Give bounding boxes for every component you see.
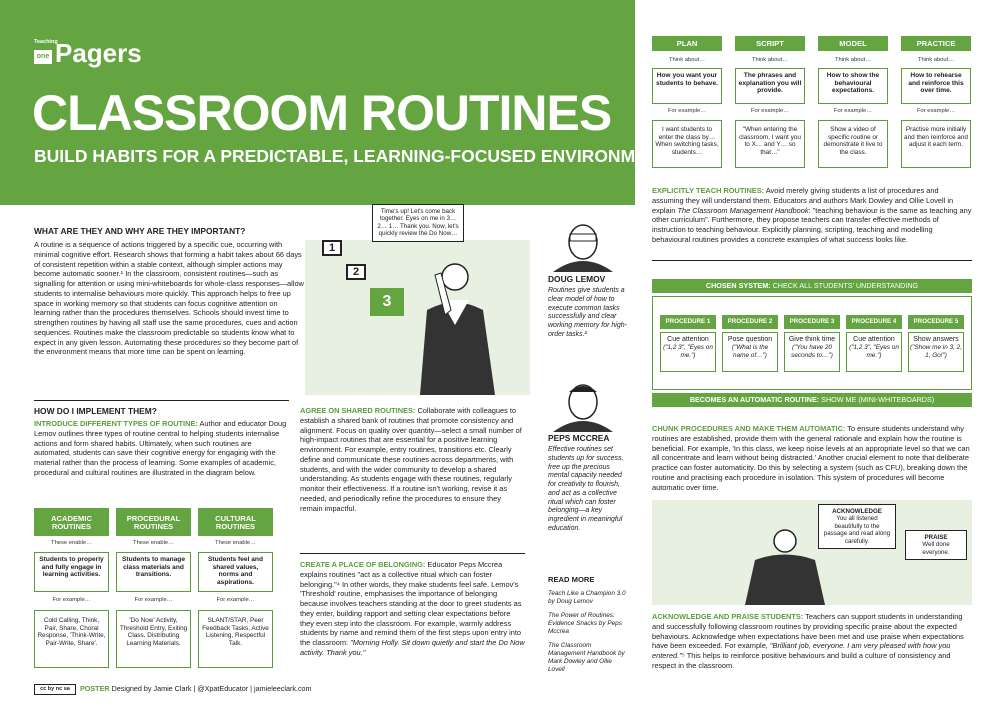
plan-text: I want students to enter the class by… When switching tasks, students…	[652, 120, 722, 168]
cc-license-badge: cc by nc sa	[34, 684, 76, 695]
procedural-goal: Students to manage class materials and transitions.	[116, 552, 191, 592]
procedure-4-title: PROCEDURE 4	[846, 315, 902, 329]
model-text: Show a video of specific routine or demonstrate it live to the class.	[818, 120, 888, 168]
step-1: 1	[322, 240, 342, 256]
procedure-3-title: PROCEDURE 3	[784, 315, 840, 329]
procedure-5-box	[908, 332, 964, 372]
procedures-panel	[652, 296, 972, 390]
procedure-1-title: PROCEDURE 1	[660, 315, 716, 329]
ack-body-1: Teachers can support students in understanding and successfully following classroom routines by providing specific praise about the expected behaviours. Acknowledge when expectations have been met and use praise when expectations have been exceeded. For example,	[652, 612, 964, 651]
procedure-5-main: Show answers	[913, 336, 959, 343]
lemov-name: DOUG LEMOV	[548, 274, 606, 284]
procedure-1-main: Cue attention	[667, 336, 709, 343]
practice-text: Practise more initially and then reinforce and adjust it each term.	[901, 120, 971, 168]
practice-title: PRACTICE	[901, 36, 971, 51]
logo-teaching: Teaching	[34, 39, 58, 45]
academic-enable: These enable…	[51, 540, 92, 546]
script-title: SCRIPT	[735, 36, 805, 51]
academic-example: For example…	[52, 597, 91, 603]
model-think: Think about…	[834, 57, 872, 63]
how-heading: HOW DO I IMPLEMENT THEM?	[34, 406, 157, 416]
page-title: CLASSROOM ROUTINES	[32, 85, 612, 141]
teacher-praise-figure-icon	[740, 525, 830, 605]
cultural-goal: Students feel and shared values, norms and aspirations.	[198, 552, 273, 592]
belonging-section	[300, 560, 525, 658]
script-question: The phrases and explanation you will provide.	[735, 68, 805, 104]
academic-goal: Students to properly and fully engage in learning activities.	[34, 552, 109, 592]
acknowledge-bubble	[818, 504, 896, 549]
cultural-title: CULTURAL ROUTINES	[198, 508, 273, 536]
procedure-1-quote: ("1,2 3", "Eyes on me.")	[663, 344, 713, 360]
procedure-1-box	[660, 332, 716, 372]
practice-example: For example…	[916, 108, 955, 114]
praise-bubble	[905, 530, 967, 560]
system-top-rest: CHECK ALL STUDENTS' UNDERSTANDING	[770, 281, 919, 290]
teacher-figure-icon	[405, 255, 515, 395]
footer-poster: POSTER	[80, 684, 110, 693]
how-intro-body: Author and educator Doug Lemov outlines three types of routine central to helping students internalise actions and form shared habits. Ultimately, when such routines are automated, students can save their cognitive energy for engaging with the material rather than the process of learning. Some examples of academic, procedural and cultural routines are illustrated in the diagram below.	[34, 419, 287, 477]
step-3: 3	[370, 288, 404, 316]
cultural-items: SLANT/STAR, Peer Feedback Tasks, Active Listening, Respectful Talk.	[198, 610, 273, 668]
system-top-bold: CHOSEN SYSTEM:	[705, 281, 771, 290]
procedure-3-box	[784, 332, 840, 372]
practice-question: How to rehearse and reinforce this over time.	[901, 68, 971, 104]
explicit-book: The Classroom Management Handbook	[677, 205, 809, 215]
how-intro	[34, 419, 289, 478]
routine-types-diagram	[34, 508, 289, 676]
chunk-lead: CHUNK PROCEDURES AND MAKE THEM AUTOMATIC:	[652, 424, 846, 433]
procedure-2-box	[722, 332, 778, 372]
page-subtitle: BUILD HABITS FOR A PREDICTABLE, LEARNING-FOCUSED ENVIRONMENT	[34, 146, 671, 166]
model-question: How to show the behavioural expectations.	[818, 68, 888, 104]
belonging-lead: CREATE A PLACE OF BELONGING:	[300, 560, 426, 569]
academic-items: Cold Calling, Think, Pair, Share, Choral Response, 'Think-Write, Pair-Write, Share'.	[34, 610, 109, 668]
procedural-example: For example…	[134, 597, 173, 603]
system-bottom-bar	[652, 393, 972, 407]
procedure-4-box	[846, 332, 902, 372]
system-top-bar	[652, 279, 972, 293]
agree-body: Collaborate with colleagues to establish a shared bank of routines that promote consistency and alignment. Focus on quality over quantity—select a small number of high-impact routines that are essential for a positive learning environment. For example, entry routines, transitions etc. Clearly define and communicate these routines across departments, with students, and with the wider community to develop a shared understanding. As students engage with these routines, regularly monitor their effectiveness. If a routine isn't working, revise it as needed, and periodically refine the procedures to ensure they remain impactful.	[300, 406, 522, 513]
procedural-enable: These enable…	[133, 540, 174, 546]
procedure-3-main: Give think time	[788, 336, 836, 343]
procedure-2-main: Pose question	[727, 336, 773, 343]
plan-example: For example…	[667, 108, 706, 114]
ack-section	[652, 612, 972, 671]
system-bottom-bold: BECOMES AN AUTOMATIC ROUTINE:	[689, 395, 820, 404]
academic-title: ACADEMIC ROUTINES	[34, 508, 109, 536]
explicit-body-2: : "teaching behaviour is the same as teaching any other curriculum". Furthermore, they propose teachers can transfer effective methods of instruction to teaching behaviour. Explicitly planning, scripting, teaching and modelling behavioural routines provides a concrete examples of what success looks like.	[652, 205, 972, 244]
praise-title: PRAISE	[924, 534, 948, 541]
system-bottom-rest: SHOW ME (MINI-WHITEBOARDS)	[819, 395, 935, 404]
plan-title: PLAN	[652, 36, 722, 51]
procedural-items: 'Do Now' Activity, Threshold Entry, Exiting Class, Distributing Learning Materials.	[116, 610, 191, 668]
script-text: "When entering the classroom, I want you to X… and Y… so that…"	[735, 120, 805, 168]
script-think: Think about…	[751, 57, 789, 63]
explicit-body-1: Avoid merely giving students a list of procedures and assuming they will understand them. Educators and authors Mark Dowley and Ollie Lovell in explain	[652, 186, 954, 215]
what-body: A routine is a sequence of actions triggered by a specific cue, occurring with minimal cognitive effort. Research shows that forming a habit takes about 66 days of consistent repetition within a stable context, although simpler actions may become automatic sooner.¹ In the classroom, consistent routines—such as signalling for attention or using mini-whiteboards for whole-class responses—allow students to internalise behaviours more quickly. This approach helps to free up space in working memory so that students can focus cognitive attention on learning rather than the procedures themselves. Schools should invest time to strengthen routines by having all staff use the same procedures, cues and action sequences. Routines make the classroom predictable so students know what to expect in any given lesson. Automating these procedures so they become part of the environment means that more time can be spent on learning.	[34, 240, 304, 357]
praise-text: Well done everyone.	[922, 541, 950, 556]
procedure-4-main: Cue attention	[853, 336, 895, 343]
lemov-quote: Routines give students a clear model of how to execute common tasks successfully and clear working memory for high-order tasks.²	[548, 287, 627, 338]
system-divider	[652, 260, 972, 261]
explicit-lead: EXPLICITLY TEACH ROUTINES:	[652, 186, 765, 195]
ack-lead: ACKNOWLEDGE AND PRAISE STUDENTS:	[652, 612, 804, 621]
read-more-item-3: The Classroom Management Handbook by Mark Dowley and Ollie Lovell	[548, 642, 625, 673]
how-divider	[34, 400, 289, 401]
belonging-body: Educator Peps Mccrea explains routines "act as a collective ritual which can foster belonging."⁴ In other words, they make students feel safe. Lemov's 'Threshold' routine, emphasises the importance of belonging because involves teachers standing at the door to greet students as they enter, building rapport and setting clear expectations before they even step into the classroom. For example, warmly address students by name and remind them of the first steps upon entry into the classroom:	[300, 560, 522, 648]
logo-pagers: Pagers	[55, 38, 142, 68]
plan-question: How you want your students to behave.	[652, 68, 722, 104]
logo-one: one	[34, 50, 52, 64]
procedure-5-title: PROCEDURE 5	[908, 315, 964, 329]
teacher-speech-bubble: Time's up! Let's come back together. Eyes on me in 3… 2… 1… Thank you. Now, let's quickly review the Do Now…	[372, 204, 464, 242]
step-2: 2	[346, 264, 366, 280]
agree-lead: AGREE ON SHARED ROUTINES:	[300, 406, 416, 415]
mccrea-name: PEPS MCCREA	[548, 433, 610, 443]
agree-section	[300, 406, 525, 513]
read-more-item-2: The Power of Routines: Evidence Snacks by Peps Mccrea	[548, 612, 622, 635]
footer-credit	[80, 684, 312, 693]
procedure-2-quote: ("What is the name of…")	[731, 344, 769, 360]
ack-body-2: ⁵ This helps to reinforce positive behaviours and build a culture of consistency and respect in the classroom.	[652, 651, 951, 670]
chunk-body: To ensure students understand why routines are established, provide them with the general rationale and explain how the routine is beneficial. For example, 'In this class, we keep noise levels at an appropriate level so that we can all concentrate and learn without being distracted.' Another crucial element to note that deliberate practice can foster automaticity. Do this by selecting a system (such as CFU), breaking down the routine and practising each procedure in isolation. This system of procedures will become automatic over time.	[652, 424, 970, 492]
footer-text: Designed by Jamie Clark | @XpatEducator | jamieleeclark.com	[109, 684, 312, 693]
ack-quote: "Brilliant job, everyone. I am very pleased with how you entered."	[652, 641, 951, 661]
belonging-divider	[300, 553, 525, 554]
plan-think: Think about…	[668, 57, 706, 63]
how-intro-lead: INTRODUCE DIFFERENT TYPES OF ROUTINE:	[34, 419, 198, 428]
explicit-section	[652, 186, 972, 245]
procedure-4-quote: ("1,2 3", "Eyes on me.")	[849, 344, 899, 360]
read-more-heading: READ MORE	[548, 575, 595, 584]
procedure-3-quote: ("You have 20 seconds to…")	[791, 344, 833, 360]
model-example: For example…	[833, 108, 872, 114]
procedure-5-quote: ("Show me in 3, 2, 1, Go!")	[910, 344, 962, 360]
cultural-example: For example…	[216, 597, 255, 603]
peps-mccrea-portrait-icon	[548, 380, 618, 432]
procedure-2-title: PROCEDURE 2	[722, 315, 778, 329]
doug-lemov-portrait-icon	[548, 220, 618, 272]
acknowledge-title: ACKNOWLEDGE	[832, 508, 882, 515]
cultural-enable: These enable…	[215, 540, 256, 546]
chunk-section	[652, 424, 972, 492]
plan-flow-diagram	[652, 36, 977, 176]
belonging-quote: "Morning Holly. Sit down quietly and start the Do Now activity. Thank you."	[300, 638, 525, 657]
what-heading: WHAT ARE THEY AND WHY ARE THEY IMPORTANT?	[34, 226, 246, 236]
acknowledge-text: You all listened beautifully to the passage and read along carefully.	[823, 515, 891, 545]
model-title: MODEL	[818, 36, 888, 51]
script-example: For example…	[750, 108, 789, 114]
practice-think: Think about…	[917, 57, 955, 63]
procedural-title: PROCEDURAL ROUTINES	[116, 508, 191, 536]
mccrea-quote: Effective routines set students up for success, free up the precious mental capacity needed for creativity to flourish, and act as a collective ritual which can foster belonging—a key ingredient in meaningful education.	[548, 446, 624, 532]
read-more-item-1: Teach Like a Champion 3.0 by Doug Lemov	[548, 590, 626, 605]
